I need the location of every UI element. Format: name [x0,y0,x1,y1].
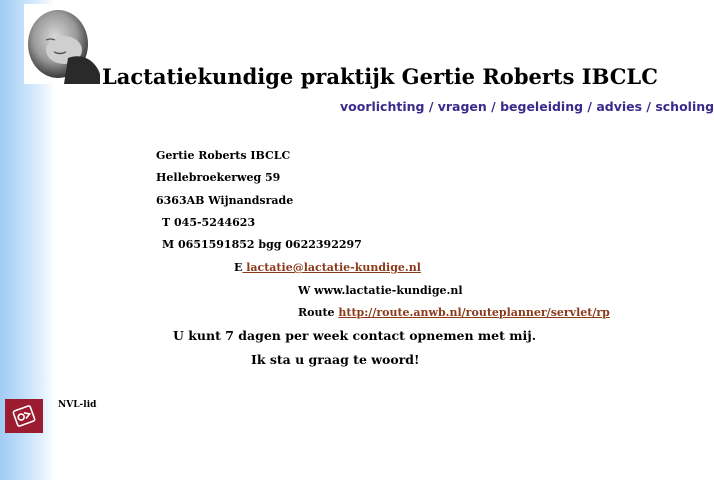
contact-city: 6363AB Wijnandsrade [156,194,294,207]
route-row [298,306,610,319]
contact-phone: T 045-5244623 [162,216,256,229]
email-link[interactable]: lactatie@lactatie-kundige.nl [242,261,421,274]
message-line-2: Ik sta u graag te woord! [251,352,420,367]
nvl-logo[interactable] [5,399,43,433]
baby-photo-icon [24,4,100,84]
contact-mobile: M 0651591852 bgg 0622392297 [162,238,362,251]
baby-photo [24,4,100,84]
route-label: Route [298,306,339,319]
contact-street: Hellebroekerweg 59 [156,171,281,184]
contact-web: W www.lactatie-kundige.nl [298,284,463,297]
message-line-1: U kunt 7 dagen per week contact opnemen met mij. [173,328,537,343]
tagline: voorlichting / vragen / begeleiding / advies / scholing [340,99,714,114]
nvl-logo-icon [9,402,39,430]
page-title: Lactatiekundige praktijk Gertie Roberts IBCLC [102,64,658,89]
contact-name: Gertie Roberts IBCLC [156,149,291,162]
email-prefix: E [234,261,243,274]
nvl-label: NVL-lid [58,400,97,410]
route-link[interactable]: http://route.anwb.nl/routeplanner/servlet/rp [338,306,610,319]
contact-email-row [234,261,421,274]
